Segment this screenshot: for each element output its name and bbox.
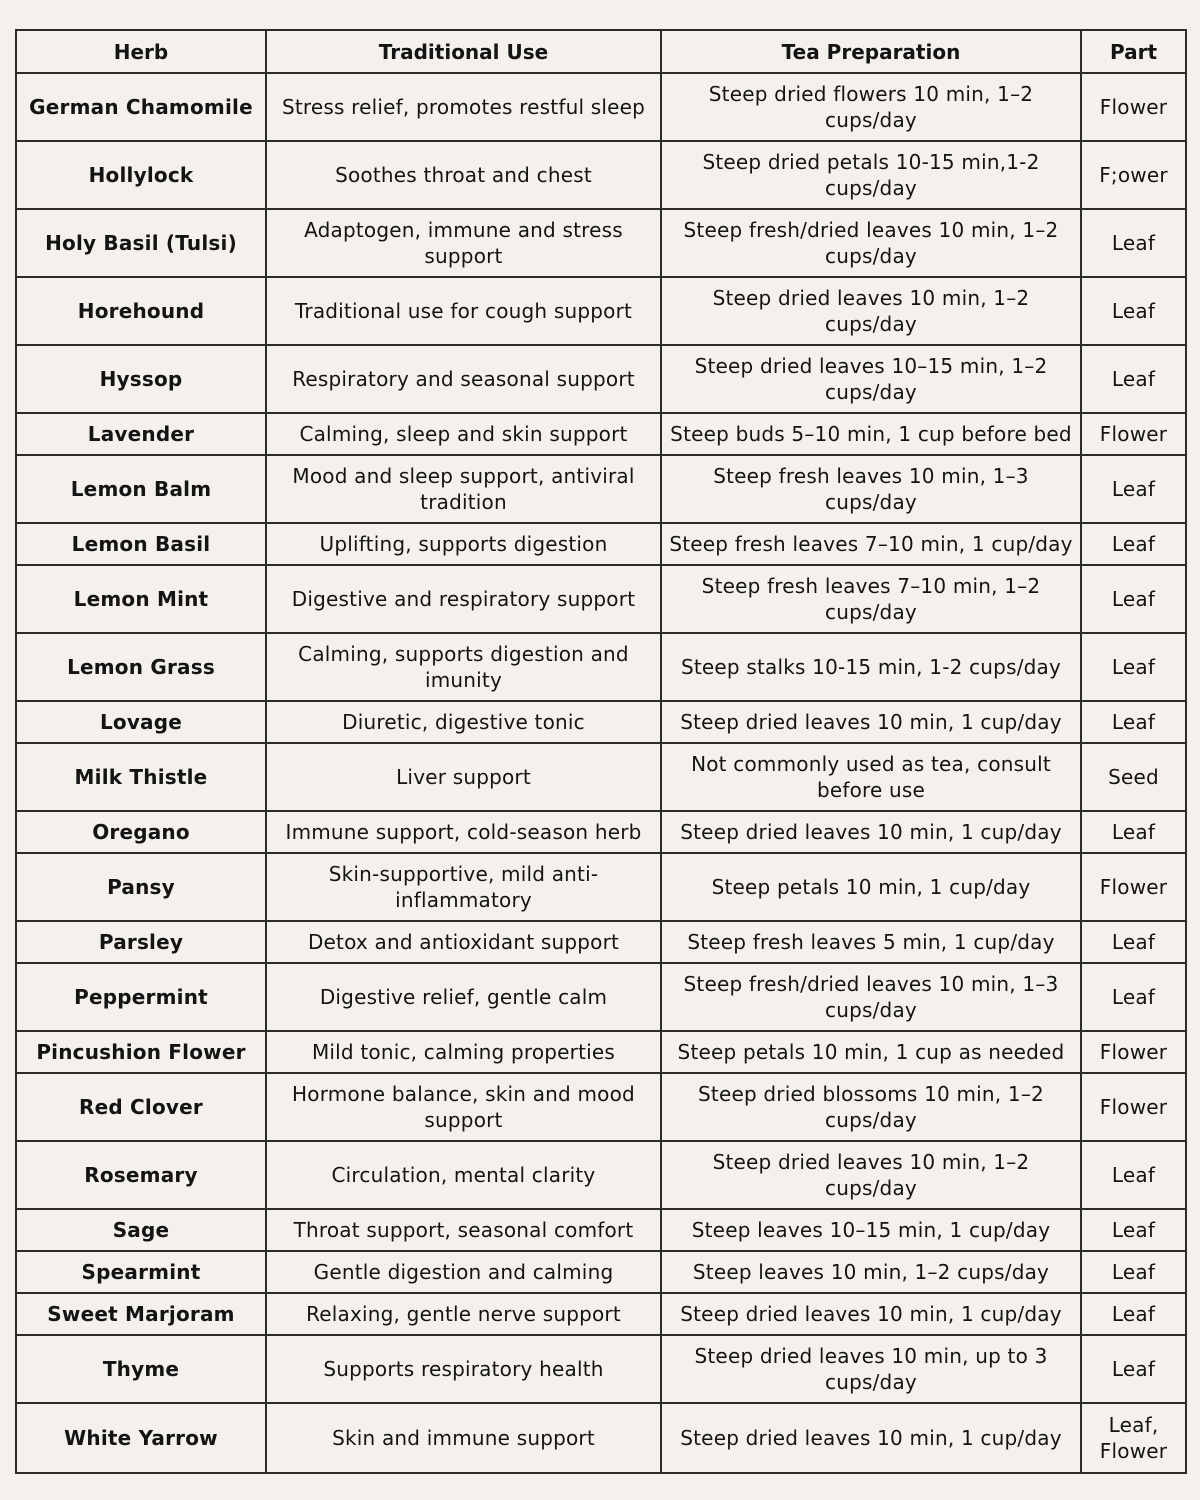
table-row	[16, 701, 1186, 743]
table-row	[16, 963, 1186, 1031]
table-row	[16, 1209, 1186, 1251]
part-cell: Flower	[1081, 853, 1186, 921]
traditional-use-cell: Diuretic, digestive tonic	[266, 701, 661, 743]
table-row	[16, 455, 1186, 523]
table-row	[16, 1403, 1186, 1473]
traditional-use-cell: Throat support, seasonal comfort	[266, 1209, 661, 1251]
tea-preparation-cell: Steep fresh leaves 7–10 min, 1 cup/day	[661, 523, 1081, 565]
table-row	[16, 633, 1186, 701]
tea-preparation-cell: Steep stalks 10-15 min, 1-2 cups/day	[661, 633, 1081, 701]
traditional-use-cell: Calming, supports digestion and imunity	[266, 633, 661, 701]
table-row	[16, 1141, 1186, 1209]
part-cell: Leaf	[1081, 1293, 1186, 1335]
tea-preparation-cell: Steep dried leaves 10–15 min, 1–2 cups/day	[661, 345, 1081, 413]
tea-preparation-cell: Steep dried petals 10-15 min,1-2 cups/day	[661, 141, 1081, 209]
herb-cell: Pincushion Flower	[16, 1031, 266, 1073]
herb-cell: Horehound	[16, 277, 266, 345]
part-cell: Leaf	[1081, 701, 1186, 743]
tea-preparation-cell: Steep dried leaves 10 min, up to 3 cups/day	[661, 1335, 1081, 1403]
tea-preparation-cell: Steep leaves 10–15 min, 1 cup/day	[661, 1209, 1081, 1251]
herb-cell: Sage	[16, 1209, 266, 1251]
herb-cell: Oregano	[16, 811, 266, 853]
herb-cell: White Yarrow	[16, 1403, 266, 1473]
tea-preparation-cell: Steep petals 10 min, 1 cup/day	[661, 853, 1081, 921]
part-cell: Leaf	[1081, 1209, 1186, 1251]
traditional-use-cell: Skin-supportive, mild anti-inflammatory	[266, 853, 661, 921]
column-header-traditional-use: Traditional Use	[266, 30, 661, 73]
tea-preparation-cell: Steep buds 5–10 min, 1 cup before bed	[661, 413, 1081, 455]
herb-cell: Hollylock	[16, 141, 266, 209]
column-header-herb: Herb	[16, 30, 266, 73]
part-cell: Leaf	[1081, 565, 1186, 633]
tea-preparation-cell: Steep dried flowers 10 min, 1–2 cups/day	[661, 73, 1081, 141]
tea-preparation-cell: Steep fresh leaves 5 min, 1 cup/day	[661, 921, 1081, 963]
table-row	[16, 811, 1186, 853]
part-cell: F;ower	[1081, 141, 1186, 209]
table-row	[16, 853, 1186, 921]
traditional-use-cell: Respiratory and seasonal support	[266, 345, 661, 413]
part-cell: Flower	[1081, 1073, 1186, 1141]
herb-cell: Pansy	[16, 853, 266, 921]
table-row	[16, 209, 1186, 277]
part-cell: Flower	[1081, 73, 1186, 141]
tea-preparation-cell: Steep petals 10 min, 1 cup as needed	[661, 1031, 1081, 1073]
traditional-use-cell: Hormone balance, skin and mood support	[266, 1073, 661, 1141]
part-cell: Leaf	[1081, 523, 1186, 565]
herb-cell: Lemon Basil	[16, 523, 266, 565]
tea-preparation-cell: Steep dried leaves 10 min, 1 cup/day	[661, 811, 1081, 853]
traditional-use-cell: Detox and antioxidant support	[266, 921, 661, 963]
traditional-use-cell: Digestive and respiratory support	[266, 565, 661, 633]
table-row	[16, 1031, 1186, 1073]
part-cell: Leaf	[1081, 921, 1186, 963]
herb-cell: Rosemary	[16, 1141, 266, 1209]
traditional-use-cell: Calming, sleep and skin support	[266, 413, 661, 455]
part-cell: Flower	[1081, 1031, 1186, 1073]
herb-cell: Lovage	[16, 701, 266, 743]
tea-preparation-cell: Steep dried leaves 10 min, 1 cup/day	[661, 701, 1081, 743]
table-row	[16, 413, 1186, 455]
part-cell: Leaf	[1081, 811, 1186, 853]
table-row	[16, 141, 1186, 209]
table-row	[16, 743, 1186, 811]
traditional-use-cell: Traditional use for cough support	[266, 277, 661, 345]
part-cell: Leaf	[1081, 633, 1186, 701]
herb-cell: Lemon Grass	[16, 633, 266, 701]
header-row	[16, 30, 1186, 73]
tea-preparation-cell: Steep fresh leaves 10 min, 1–3 cups/day	[661, 455, 1081, 523]
table-row	[16, 277, 1186, 345]
herb-cell: German Chamomile	[16, 73, 266, 141]
herb-cell: Hyssop	[16, 345, 266, 413]
herb-cell: Holy Basil (Tulsi)	[16, 209, 266, 277]
traditional-use-cell: Uplifting, supports digestion	[266, 523, 661, 565]
part-cell: Leaf	[1081, 963, 1186, 1031]
table-row	[16, 73, 1186, 141]
table-row	[16, 1073, 1186, 1141]
part-cell: Leaf	[1081, 277, 1186, 345]
part-cell: Flower	[1081, 413, 1186, 455]
traditional-use-cell: Soothes throat and chest	[266, 141, 661, 209]
part-cell: Leaf	[1081, 455, 1186, 523]
traditional-use-cell: Immune support, cold-season herb	[266, 811, 661, 853]
part-cell: Leaf	[1081, 345, 1186, 413]
traditional-use-cell: Mood and sleep support, antiviral tradition	[266, 455, 661, 523]
herb-table	[15, 29, 1187, 1474]
part-cell: Leaf	[1081, 1141, 1186, 1209]
tea-preparation-cell: Not commonly used as tea, consult before use	[661, 743, 1081, 811]
tea-preparation-cell: Steep dried leaves 10 min, 1 cup/day	[661, 1403, 1081, 1473]
herb-cell: Spearmint	[16, 1251, 266, 1293]
column-header-tea-preparation: Tea Preparation	[661, 30, 1081, 73]
traditional-use-cell: Supports respiratory health	[266, 1335, 661, 1403]
traditional-use-cell: Gentle digestion and calming	[266, 1251, 661, 1293]
traditional-use-cell: Circulation, mental clarity	[266, 1141, 661, 1209]
tea-preparation-cell: Steep dried blossoms 10 min, 1–2 cups/day	[661, 1073, 1081, 1141]
column-header-part: Part	[1081, 30, 1186, 73]
tea-preparation-cell: Steep dried leaves 10 min, 1–2 cups/day	[661, 1141, 1081, 1209]
traditional-use-cell: Adaptogen, immune and stress support	[266, 209, 661, 277]
herb-cell: Parsley	[16, 921, 266, 963]
traditional-use-cell: Digestive relief, gentle calm	[266, 963, 661, 1031]
traditional-use-cell: Skin and immune support	[266, 1403, 661, 1473]
table-row	[16, 921, 1186, 963]
tea-preparation-cell: Steep dried leaves 10 min, 1–2 cups/day	[661, 277, 1081, 345]
table-row	[16, 523, 1186, 565]
tea-preparation-cell: Steep leaves 10 min, 1–2 cups/day	[661, 1251, 1081, 1293]
herb-cell: Milk Thistle	[16, 743, 266, 811]
herb-cell: Lavender	[16, 413, 266, 455]
herb-cell: Sweet Marjoram	[16, 1293, 266, 1335]
part-cell: Leaf	[1081, 1251, 1186, 1293]
tea-preparation-cell: Steep dried leaves 10 min, 1 cup/day	[661, 1293, 1081, 1335]
table-row	[16, 345, 1186, 413]
traditional-use-cell: Stress relief, promotes restful sleep	[266, 73, 661, 141]
traditional-use-cell: Liver support	[266, 743, 661, 811]
part-cell: Leaf	[1081, 1335, 1186, 1403]
part-cell: Leaf, Flower	[1081, 1403, 1186, 1473]
herb-cell: Peppermint	[16, 963, 266, 1031]
table-row	[16, 1251, 1186, 1293]
tea-preparation-cell: Steep fresh/dried leaves 10 min, 1–3 cups/day	[661, 963, 1081, 1031]
herb-cell: Lemon Mint	[16, 565, 266, 633]
table-row	[16, 565, 1186, 633]
tea-preparation-cell: Steep fresh leaves 7–10 min, 1–2 cups/day	[661, 565, 1081, 633]
table-row	[16, 1335, 1186, 1403]
table-row	[16, 1293, 1186, 1335]
herb-cell: Red Clover	[16, 1073, 266, 1141]
traditional-use-cell: Mild tonic, calming properties	[266, 1031, 661, 1073]
herb-cell: Lemon Balm	[16, 455, 266, 523]
traditional-use-cell: Relaxing, gentle nerve support	[266, 1293, 661, 1335]
part-cell: Leaf	[1081, 209, 1186, 277]
part-cell: Seed	[1081, 743, 1186, 811]
tea-preparation-cell: Steep fresh/dried leaves 10 min, 1–2 cups/day	[661, 209, 1081, 277]
herb-cell: Thyme	[16, 1335, 266, 1403]
